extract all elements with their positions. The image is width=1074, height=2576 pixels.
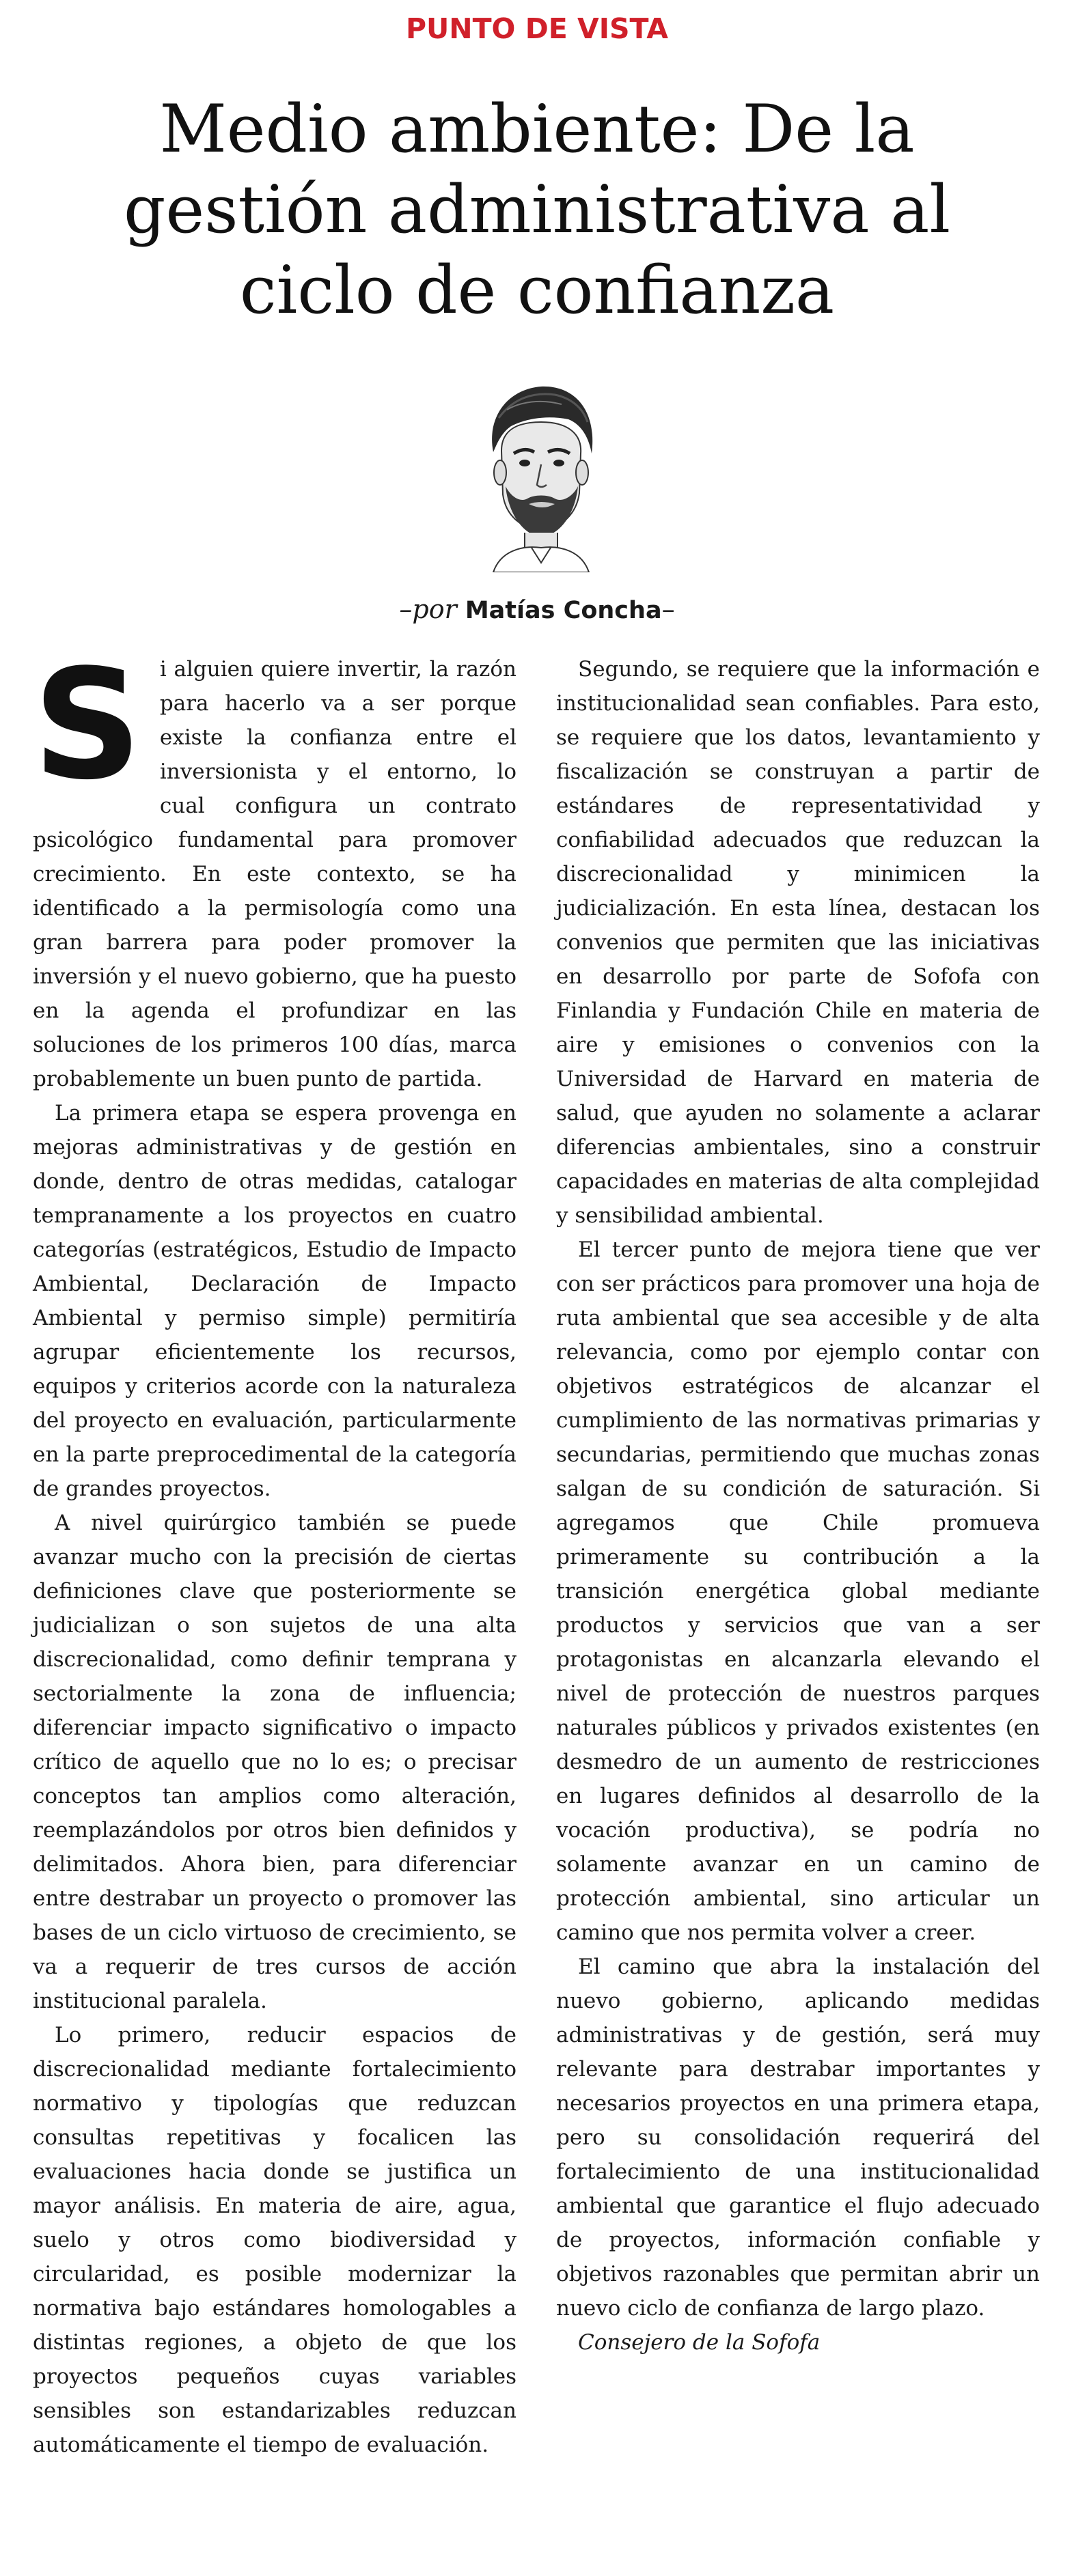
headline-line-1: Medio ambiente: De la (159, 91, 915, 167)
article-column-left (33, 637, 517, 2462)
article-paragraph-4: Lo primero, reducir espacios de discrecionalidad mediante fortalecimiento normativo y tipologías que reduzcan consultas repetitivas y focalicen las evaluaciones hacia donde se justifica un mayor análisis. En materia de aire, agua, suelo y otros como biodiversidad y circularidad, es posible modernizar la normativa bajo estándares homologables a distintas regiones, a objeto de que los proyectos pequeños cuyas variables sensibles son estandarizables reduzcan automáticamente el tiempo de evaluación. (33, 2023, 517, 2457)
author-portrait-illustration (466, 377, 611, 572)
author-name: Matías Concha (465, 597, 662, 624)
paragraph-1-text: i alguien quiere invertir, la razón para hacerlo va a ser porque existe la confianza entre el inversionista y el entorno, lo cual configura un contrato psicológico fundamental para promover crecimiento. En este contexto, se ha identificado a la permisología como una gran barrera para poder promover la inversión y el nuevo gobierno, que ha puesto en la agenda el profundizar en las soluciones de los primeros 100 días, marca probablemente un buen punto de partida. (33, 657, 517, 1091)
drop-cap: S (33, 637, 142, 813)
article-column-right (556, 652, 1040, 2360)
article-headline (41, 89, 1033, 331)
byline-prefix: –por (399, 594, 465, 624)
article-paragraph-3: A nivel quirúrgico también se puede avanzar mucho con la precisión de ciertas definiciones clave que posteriormente se judicializan o son sujetos de una alta discrecionalidad, como definir temprana y sectorialmente la zona de influencia; diferenciar impacto significativo o impacto crítico de aquello que no lo es; o precisar conceptos tan amplios como alteración, reemplazándolos por otros bien definidos y delimitados. Ahora bien, para diferenciar entre destrabar un proyecto o promover las bases de un ciclo virtuoso de crecimiento, se va a requerir de tres cursos de acción institucional paralela. (33, 1511, 517, 2013)
section-kicker: PUNTO DE VISTA (405, 12, 669, 45)
article-paragraph-2: La primera etapa se espera provenga en mejoras administrativas y de gestión en donde, dentro de otras medidas, catalogar tempranamente a los proyectos en cuatro categorías (estratégicos, Estudio de Impacto Ambiental, Declaración de Impacto Ambiental y permiso simple) permitiría agrupar eficientemente los recursos, equipos y criterios acorde con la naturaleza del proyecto en evaluación, particularmente en la parte preprocedimental de la categoría de grandes proyectos. (33, 1101, 517, 1501)
author-signature: Consejero de la Sofofa (578, 2330, 821, 2355)
headline-line-2: gestión administrativa al (123, 171, 951, 248)
headline-line-3: ciclo de confianza (239, 252, 835, 328)
byline-suffix: – (661, 594, 675, 624)
article-paragraph-6: El tercer punto de mejora tiene que ver con ser prácticos para promover una hoja de ruta ambiental que sea accesible y de alta relevancia, como por ejemplo contar con objetivos estratégicos de alcanzar el cumplimiento de las normativas primarias y secundarias, permitiendo que muchas zonas salgan de su condición de saturación. Si agregamos que Chile promueva primeramente su contribución a la transición energética global mediante productos y servicios que van a ser protagonistas en alcanzarla elevando el nivel de protección de nuestros parques naturales públicos y privados existentes (en desmedro de un aumento de restricciones en lugares definidos al desarrollo de la vocación productiva), se podría no solamente avanzar en un camino de protección ambiental, sino articular un camino que nos permita volver a creer. (556, 1237, 1040, 1945)
article-paragraph-7: El camino que abra la instalación del nuevo gobierno, aplicando medidas administrativas y de gestión, será muy relevante para destrabar importantes y necesarios proyectos en una primera etapa, pero su consolidación requerirá del fortalecimiento de una institucionalidad ambiental que garantice el flujo adecuado de proyectos, información confiable y objetivos razonables que permitan abrir un nuevo ciclo de confianza de largo plazo. (556, 1955, 1040, 2321)
article-paragraph-1 (33, 637, 517, 1096)
article-paragraph-5: Segundo, se requiere que la información e institucionalidad sean confiables. Para esto, se requiere que los datos, levantamiento y fiscalización se construyan a partir de estándares de representatividad y confiabilidad adecuados que reduzcan la discrecionalidad y minimicen la judicialización. En esta línea, destacan los convenios que permiten que las iniciativas en desarrollo por parte de Sofofa con Finlandia y Fundación Chile en materia de aire y emisiones o convenios con la Universidad de Harvard en materia de salud, que ayuden no solamente a aclarar diferencias ambientales, sino a construir capacidades en materias de alta complejidad y sensibilidad ambiental. (556, 657, 1041, 1228)
byline (0, 594, 1074, 624)
